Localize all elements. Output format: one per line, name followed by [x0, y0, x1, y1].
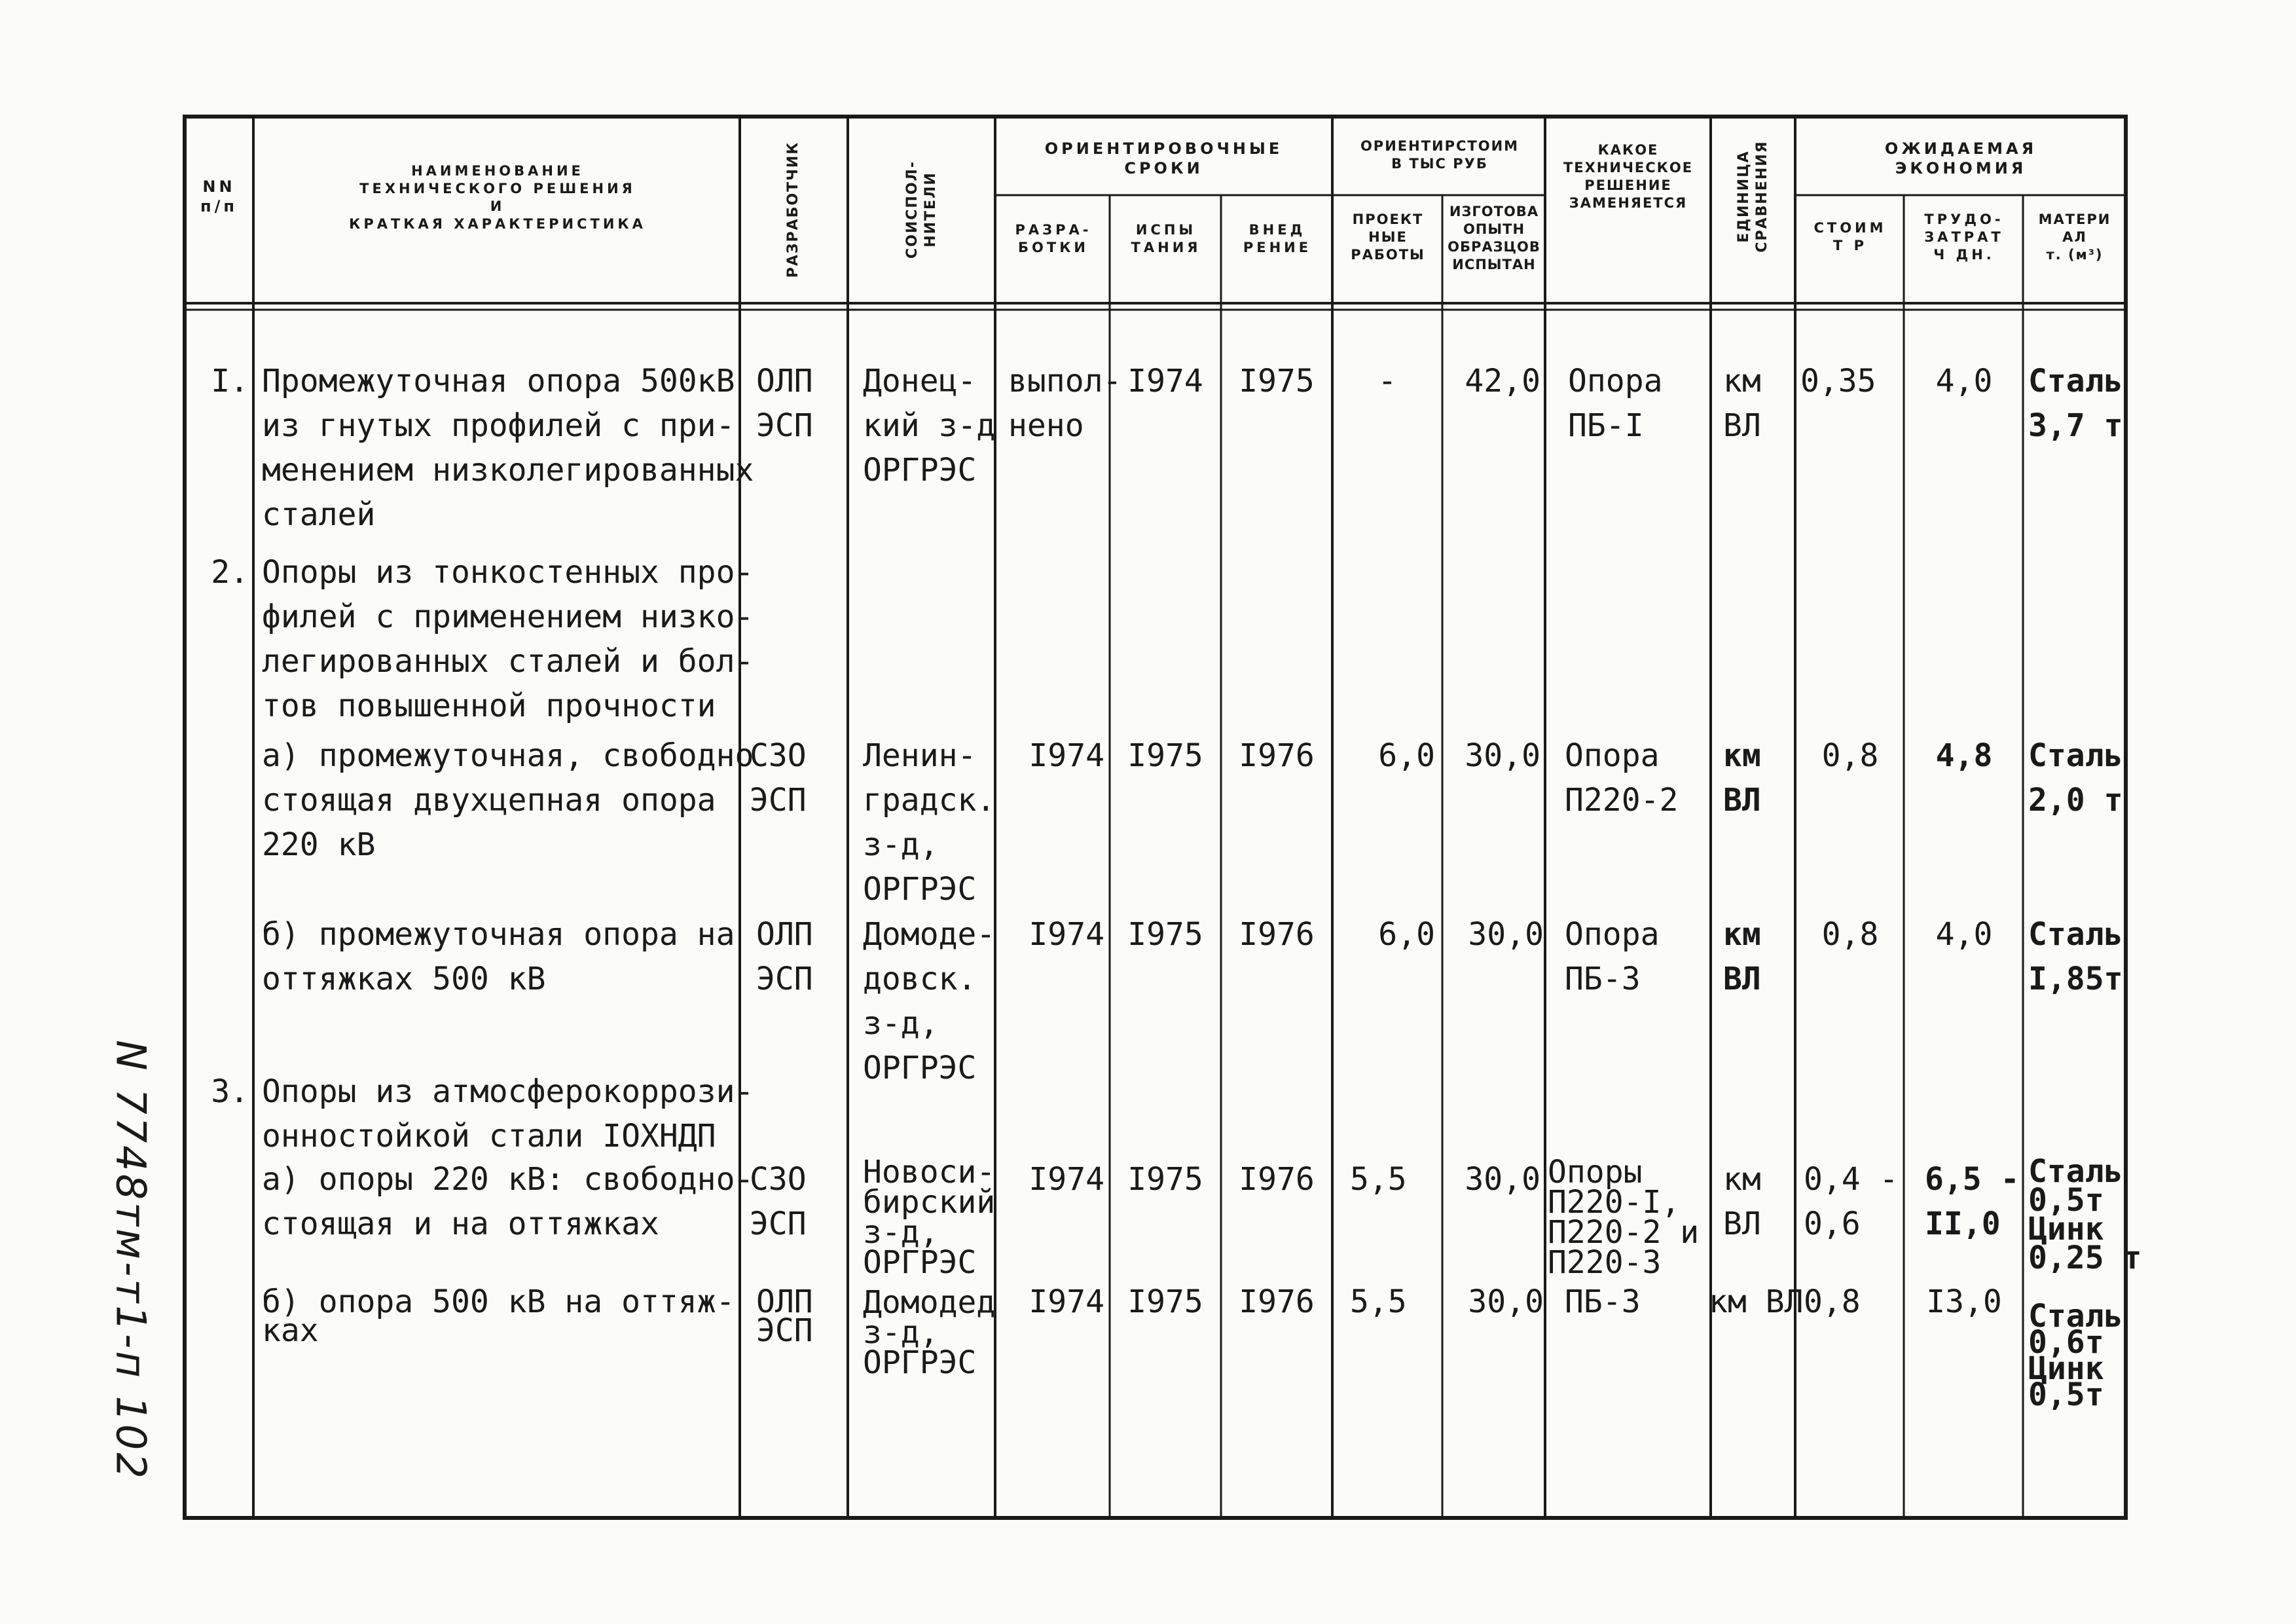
- row-3a-term-dev: I974: [1029, 1161, 1104, 1198]
- row-3a-unit: км ВЛ: [1723, 1161, 1761, 1242]
- header-replaces: КАКОЕ ТЕХНИЧЕСКОЕ РЕШЕНИЕ ЗАМЕНЯЕТСЯ: [1563, 142, 1694, 211]
- row-2a-eco-material: Сталь 2,0 т: [2028, 737, 2123, 819]
- row-1-eco-labor: 4,0: [1935, 363, 1993, 399]
- row-3a-eco-labor: 6,5 - II,0: [1925, 1161, 2020, 1242]
- header-terms-impl: ВНЕД РЕНИЕ: [1243, 222, 1312, 255]
- row-2a-replaces: Опора П220-2: [1565, 737, 1679, 819]
- header-eco-material: МАТЕРИ АЛ т. (м³): [2038, 212, 2111, 263]
- row-3a-eco-cost: 0,4 - 0,6: [1804, 1161, 1899, 1242]
- row-2b-eco-labor: 4,0: [1935, 916, 1993, 953]
- header-eco-labor: ТРУДО- ЗАТРАТ Ч ДН.: [1924, 212, 2004, 263]
- row-2a-developer: СЗО ЭСП: [750, 737, 807, 819]
- row-2-name: Опоры из тонкостенных про- филей с применением низко- легированных сталей и бол- тов повышенной прочности: [262, 554, 754, 724]
- row-1-num: I.: [211, 363, 249, 399]
- row-2a-cost-design: 6,0: [1378, 737, 1435, 774]
- row-3a-coexecutor: Новоси- бирский з-д, ОРГРЭС: [863, 1154, 996, 1281]
- row-1-term-dev: выпол- нено: [1008, 363, 1122, 444]
- header-eco-cost: СТОИМ Т Р: [1813, 220, 1887, 253]
- header-economy: ОЖИДАЕМАЯ ЭКОНОМИЯ: [1884, 139, 2037, 177]
- header-num: NN п/п: [200, 177, 238, 215]
- row-3b-eco-material: Сталь 0,6т Цинк 0,5т: [2028, 1298, 2123, 1413]
- row-2b-replaces: Опора ПБ-3: [1565, 916, 1660, 997]
- row-2b-developer: ОЛП ЭСП: [756, 916, 813, 997]
- row-1-eco-material: Сталь 3,7 т: [2028, 363, 2123, 444]
- header-coexecutor: СОИСПОЛ- НИТЕЛИ: [904, 160, 939, 259]
- row-3-num: 3.: [211, 1073, 249, 1110]
- row-3b-term-dev: I974: [1029, 1283, 1104, 1320]
- row-1-coexecutor: Донец- кий з-д ОРГРЭС: [863, 363, 996, 489]
- row-3a-developer: СЗО ЭСП: [750, 1161, 807, 1242]
- row-3b-replaces: ПБ-3: [1565, 1283, 1641, 1320]
- row-2a-unit: км ВЛ: [1723, 737, 1761, 819]
- header-unit: ЕДИНИЦА СРАВНЕНИЯ: [1736, 140, 1770, 253]
- row-3b-term-impl: I976: [1239, 1283, 1315, 1320]
- row-2a-term-dev: I974: [1029, 737, 1104, 774]
- row-1-cost-samples: 42,0: [1465, 363, 1540, 399]
- header-name: НАИМЕНОВАНИЕ ТЕХНИЧЕСКОГО РЕШЕНИЯ И КРАТКАЯ ХАРАКТЕРИСТИКА: [349, 163, 646, 232]
- row-3b-name: б) опора 500 кВ на оттяж- ках: [262, 1283, 735, 1349]
- header-terms-dev: РАЗРА- БОТКИ: [1015, 222, 1092, 255]
- row-3a-name: а) опоры 220 кВ: свободно- стоящая и на оттяжках: [262, 1161, 754, 1242]
- row-2a-term-test: I975: [1127, 737, 1203, 774]
- row-2a-coexecutor: Ленин- градск. з-д, ОРГРЭС: [863, 737, 996, 908]
- row-2a-cost-samples: 30,0: [1465, 737, 1540, 774]
- row-1-cost-design: -: [1377, 363, 1397, 399]
- row-3b-unit: км ВЛ: [1709, 1283, 1804, 1320]
- row-3b-cost-samples: 30,0: [1468, 1283, 1544, 1320]
- row-2b-eco-material: Сталь I,85т: [2028, 916, 2123, 997]
- header-cost-samples: ИЗГОТОВА ОПЫТН ОБРАЗЦОВ ИСПЫТАН: [1448, 204, 1540, 272]
- row-2b-term-impl: I976: [1239, 916, 1315, 953]
- row-2b-eco-cost: 0,8: [1821, 916, 1879, 953]
- row-3a-eco-material: Сталь 0,5т Цинк 0,25 т: [2028, 1153, 2142, 1276]
- header-cost-design: ПРОЕКТ НЫЕ РАБОТЫ: [1351, 212, 1425, 263]
- header-terms-test: ИСПЫ ТАНИЯ: [1131, 222, 1201, 255]
- row-1-unit: км ВЛ: [1723, 363, 1761, 444]
- row-2a-eco-cost: 0,8: [1821, 737, 1879, 774]
- row-1-replaces: Опора ПБ-I: [1568, 363, 1663, 444]
- row-3a-cost-design: 5,5: [1350, 1161, 1407, 1198]
- row-3b-eco-labor: I3,0: [1926, 1283, 2002, 1320]
- row-2b-term-dev: I974: [1029, 916, 1104, 953]
- row-3a-term-impl: I976: [1239, 1161, 1315, 1198]
- row-2b-name: б) промежуточная опора на оттяжках 500 кВ: [262, 916, 735, 997]
- row-1-eco-cost: 0,35: [1800, 363, 1876, 399]
- row-3b-cost-design: 5,5: [1350, 1283, 1407, 1320]
- row-3a-replaces: Опоры П220-I, П220-2 и П220-3: [1548, 1154, 1700, 1281]
- row-3b-eco-cost: 0,8: [1804, 1283, 1861, 1320]
- row-3b-coexecutor: Домодед з-д, ОРГРЭС: [863, 1284, 996, 1381]
- margin-note: N 7748тм-т1-п 102: [107, 1040, 155, 1481]
- row-2b-coexecutor: Домоде- довск. з-д, ОРГРЭС: [863, 916, 996, 1086]
- row-1-name: Промежуточная опора 500кВ из гнутых профилей с при- менением низколегированных сталей: [262, 363, 754, 533]
- row-2a-eco-labor: 4,8: [1935, 737, 1993, 774]
- row-3a-term-test: I975: [1127, 1161, 1203, 1198]
- row-2b-term-test: I975: [1127, 916, 1203, 953]
- header-developer: РАЗРАБОТЧИК: [785, 141, 801, 278]
- row-1-term-test: I974: [1127, 363, 1203, 399]
- row-2b-cost-design: 6,0: [1378, 916, 1435, 953]
- header-cost: ОРИЕНТИРСТОИМ В ТЫС РУБ: [1360, 138, 1520, 172]
- row-2-num: 2.: [211, 554, 249, 591]
- row-3a-cost-samples: 30,0: [1465, 1161, 1540, 1198]
- row-2b-unit: км ВЛ: [1723, 916, 1761, 997]
- row-2a-term-impl: I976: [1239, 737, 1315, 774]
- row-2a-name: а) промежуточная, свободно стоящая двухцепная опора 220 кВ: [262, 737, 754, 863]
- header-terms: ОРИЕНТИРОВОЧНЫЕ СРОКИ: [1044, 139, 1283, 177]
- row-3-name: Опоры из атмосферокоррози- онностойкой стали IОХНДП: [262, 1073, 754, 1154]
- row-3b-term-test: I975: [1127, 1283, 1203, 1320]
- row-1-term-impl: I975: [1239, 363, 1315, 399]
- row-2b-cost-samples: 30,0: [1468, 916, 1544, 953]
- row-3b-developer: ОЛП ЭСП: [756, 1283, 813, 1349]
- row-1-developer: ОЛП ЭСП: [756, 363, 813, 444]
